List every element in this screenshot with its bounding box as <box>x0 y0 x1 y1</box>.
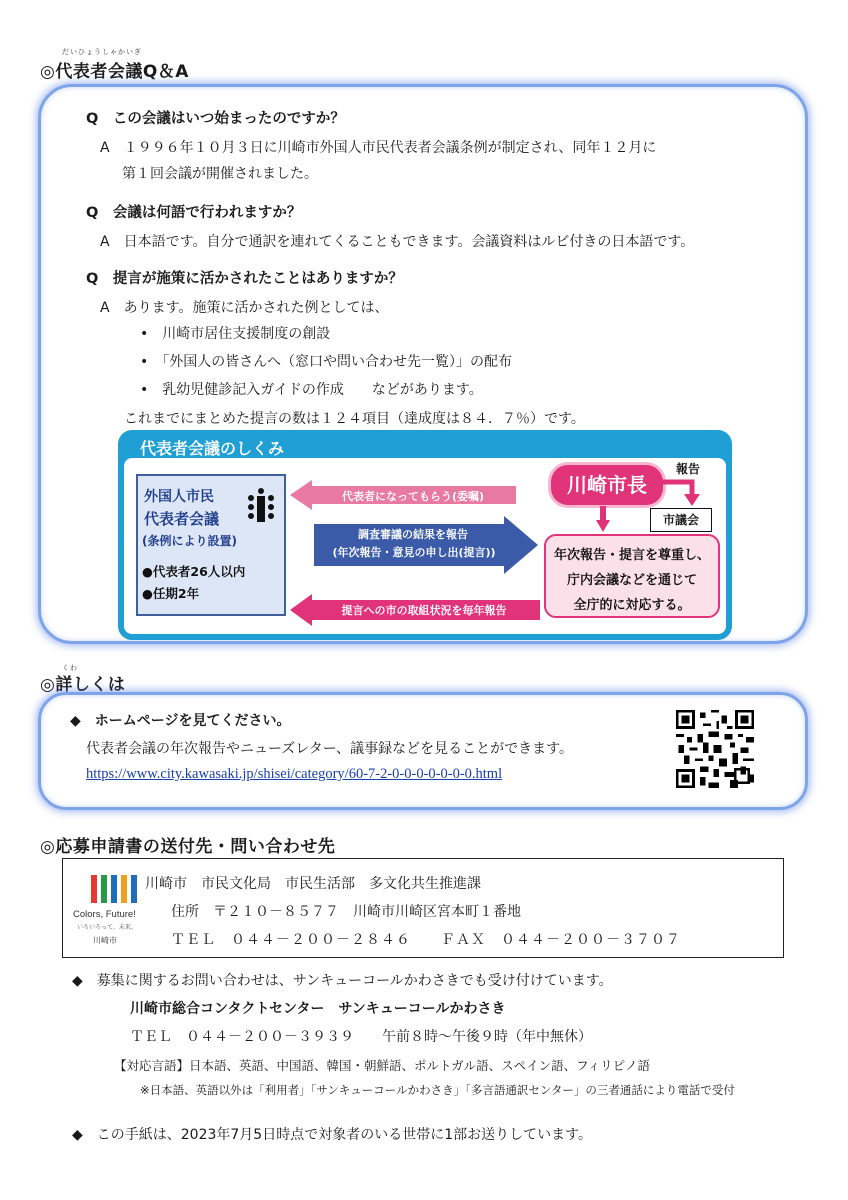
example-text: 川崎市居住支援制度の創設 <box>162 326 331 342</box>
logo-caption: Colors, Future! <box>73 909 136 920</box>
diagram-title: 代表者会議のしくみ <box>140 439 285 458</box>
details-bullet: ◆ ホームページを見てください。 <box>70 713 291 729</box>
answer-3: A あります。施策に活かされた例としては、 <box>100 300 389 316</box>
annual-report-arrow-label: 提言への市の取組状況を毎年報告 <box>341 604 507 617</box>
response-line-2: 庁内会議などを通じて <box>566 573 697 588</box>
qa-heading: ◎代表者会議Q＆A <box>40 62 189 82</box>
mailing-note: ◆ この手紙は、2023年7月5日時点で対象者のいる世帯に1部お送りしています。 <box>72 1127 592 1143</box>
contact-frame <box>62 858 784 958</box>
council-structure-diagram <box>118 430 732 640</box>
contact-center-tel: ＴＥＬ ０４４－２００－３９３９ 午前８時～午後９時（年中無休） <box>130 1029 592 1045</box>
languages-note: ※日本語、英語以外は「利用者」「サンキューコールかわさき」「多言語通訳センター」の三者通話により電話で受付 <box>140 1083 735 1097</box>
council-name: 代表者会議 <box>144 510 220 528</box>
meeting-table-icon <box>242 486 280 526</box>
supported-languages: 【対応言語】日本語、英語、中国語、韓国・朝鮮語、ポルトガル語、スペイン語、フィリピノ語 <box>114 1058 651 1073</box>
example-list-item: • 乳幼児健診記入ガイドの作成 などがあります。 <box>140 382 483 398</box>
department-address: 住所 〒２１０－８５７７ 川崎市川崎区宮本町１番地 <box>171 904 521 920</box>
response-line-3: 全庁的に対応する。 <box>573 598 691 613</box>
qr-code-icon[interactable] <box>676 710 754 788</box>
details-heading: ◎詳しくは <box>40 675 126 695</box>
kawasaki-colors-future-logo <box>89 873 141 905</box>
members-limit: ●代表者26人以内 <box>142 564 246 579</box>
mayor-down-arrow <box>596 506 610 532</box>
answer-2: A 日本語です。自分で通訳を連れてくることもできます。会議資料はルビ付きの日本語です。 <box>100 234 695 250</box>
answer-1-line-1: A １９９６年１０月３日に川崎市外国人市民代表者会議条例が制定され、同年１２月に <box>100 140 657 156</box>
example-list-item: • 川崎市居住支援制度の創設 <box>140 326 331 342</box>
report-arrow-label-line-2: (年次報告・意見の申し出(提言)) <box>332 546 496 559</box>
foreign-residents-box <box>136 474 286 616</box>
report-arrow-label-line-1: 調査審議の結果を報告 <box>358 528 468 541</box>
city-website-link[interactable]: https://www.city.kawasaki.jp/shisei/category/60-7-2-0-0-0-0-0-0-0.html <box>86 766 503 782</box>
contact-center-name: 川崎市総合コンタクトセンター サンキューコールかわさき <box>130 1001 506 1017</box>
council-basis: (条例により設置) <box>142 534 237 548</box>
contact-heading: ◎応募申請書の送付先・問い合わせ先 <box>40 837 336 857</box>
details-text: 代表者会議の年次報告やニューズレター、議事録などを見ることができます。 <box>86 741 574 757</box>
department-name: 川崎市 市民文化局 市民生活部 多文化共生推進課 <box>145 876 481 892</box>
mayor-label: 川崎市長 <box>548 462 666 508</box>
question-2: Q 会議は何語で行われますか？ <box>86 205 302 221</box>
city-council-box: 市議会 <box>650 508 712 532</box>
department-tel-fax: ＴＥＬ ０４４－２００－２８４６ ＦＡＸ ０４４－２００－３７０７ <box>171 932 681 948</box>
response-line-1: 年次報告・提言を尊重し、 <box>553 548 710 563</box>
details-heading-ruby: くわ <box>62 664 78 672</box>
commission-arrow-label: 代表者になってもらう(委嘱) <box>341 490 485 503</box>
example-text: 「外国人の皆さんへ（窓口や問い合わせ先一覧）」の配布 <box>162 354 512 370</box>
report-label: 報告 <box>676 462 701 476</box>
report-to-council-arrow <box>658 470 706 510</box>
answer-1-line-2: 第１回会議が開催されました。 <box>122 166 318 182</box>
term-of-office: ●任期2年 <box>142 586 200 601</box>
example-text: 乳幼児健診記入ガイドの作成 などがあります。 <box>162 382 483 398</box>
logo-subcaption: いろいろって、未来。 <box>77 924 137 931</box>
proposal-summary: これまでにまとめた提言の数は１２４項目（達成度は８４．７％）です。 <box>124 411 585 427</box>
logo-city: 川崎市 <box>93 936 117 945</box>
city-response-box <box>544 534 720 618</box>
example-list-item: • 「外国人の皆さんへ（窓口や問い合わせ先一覧）」の配布 <box>140 354 512 370</box>
qa-heading-ruby: だいひょうしゃかいぎ <box>62 48 142 56</box>
foreign-residents-title: 外国人市民 <box>144 489 214 505</box>
question-3: Q 提言が施策に活かされたことはありますか？ <box>86 271 403 287</box>
contact-center-note: ◆ 募集に関するお問い合わせは、サンキューコールかわさきでも受け付けています。 <box>72 973 613 989</box>
question-1: Q この会議はいつ始まったのですか？ <box>86 111 345 127</box>
